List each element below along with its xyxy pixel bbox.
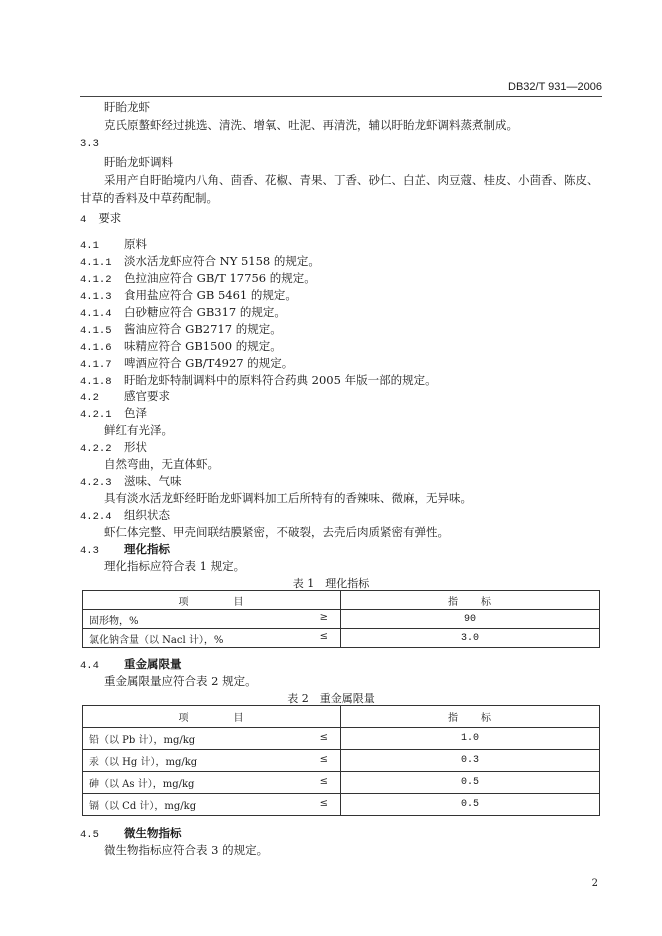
section-number: 4.3 [80, 545, 99, 557]
item-number: 4.1.2 [80, 274, 112, 286]
comparison-operator: ≤ [319, 798, 328, 809]
table-cell-item [83, 750, 341, 772]
table-cell-item [83, 794, 341, 816]
item-label: 铅（以 Pb 计），mg/kg [89, 735, 196, 746]
table-cell-item [83, 772, 341, 794]
section-3-3-line-1: 采用产自盱眙境内八角、茴香、花椒、青果、丁香、砂仁、白芷、肉豆蔻、桂皮、小茴香、陈皮、 [104, 173, 599, 187]
list-item [80, 373, 437, 390]
table-1 [82, 590, 600, 648]
term-definition: 克氏原螯虾经过挑选、清洗、增氧、吐泥、再清洗，辅以盱眙龙虾调料蒸煮制成。 [104, 118, 518, 132]
list-item [80, 288, 297, 305]
subsection-title: 形状 [124, 440, 147, 454]
item-label: 镉（以 Cd 计），mg/kg [89, 801, 197, 812]
section-number: 4.5 [80, 829, 99, 841]
subsection-heading [80, 440, 147, 457]
comparison-operator: ≤ [319, 776, 328, 787]
item-label: 氯化钠含量（以 Nacl 计），% [89, 634, 224, 646]
page-number: 2 [591, 878, 598, 889]
item-text: 酱油应符合 GB2717 的规定。 [124, 322, 282, 336]
column-header-value: 指 标 [341, 591, 600, 610]
section-4-number: 4 [80, 214, 87, 226]
list-item [80, 305, 286, 322]
section-4-1-heading [80, 237, 147, 254]
item-number: 4.1.1 [80, 257, 112, 269]
section-4-3-intro: 理化指标应符合表 1 规定。 [104, 559, 246, 573]
subsection-heading [80, 406, 147, 423]
table-cell-value: 3.0 [341, 629, 600, 648]
document-number: DB32/T 931—2006 [508, 81, 602, 93]
table-cell-value: 1.0 [341, 728, 600, 750]
section-4-5-heading [80, 826, 182, 843]
header-rule [80, 96, 602, 97]
list-item [80, 339, 282, 356]
table-row [83, 610, 600, 629]
comparison-operator: ≥ [319, 612, 328, 623]
section-title: 理化指标 [124, 542, 170, 556]
section-4-3-heading [80, 542, 170, 559]
list-item [80, 322, 282, 339]
comparison-operator: ≤ [319, 732, 328, 743]
section-3-3-number: 3.3 [80, 138, 99, 150]
table-row [83, 629, 600, 648]
table-2 [82, 705, 600, 816]
subsection-text: 鲜红有光泽。 [104, 423, 173, 437]
item-number: 4.1.7 [80, 359, 112, 371]
subsection-text: 自然弯曲，无直体虾。 [104, 457, 219, 471]
comparison-operator: ≤ [319, 631, 328, 642]
item-text: 味精应符合 GB1500 的规定。 [124, 339, 282, 353]
list-item [80, 271, 316, 288]
table-cell-value: 0.5 [341, 772, 600, 794]
column-header-value: 指 标 [341, 706, 600, 728]
item-number: 4.2.1 [80, 409, 112, 421]
item-number: 4.2.3 [80, 477, 112, 489]
section-4-4-intro: 重金属限量应符合表 2 规定。 [104, 674, 257, 688]
subsection-title: 色泽 [124, 406, 147, 420]
item-text: 盱眙龙虾特制调料中的原料符合药典 2005 年版一部的规定。 [124, 373, 437, 387]
section-4-4-heading [80, 657, 182, 674]
table-2-caption: 表 2 重金属限量 [287, 692, 375, 705]
table-row [83, 750, 600, 772]
table-header-row [83, 591, 600, 610]
subsection-text: 具有淡水活龙虾经盱眙龙虾调料加工后所特有的香辣味、微麻，无异味。 [104, 491, 472, 505]
term-title: 盱眙龙虾 [104, 100, 150, 114]
comparison-operator: ≤ [319, 754, 328, 765]
table-header-row [83, 706, 600, 728]
section-title: 原料 [124, 237, 147, 251]
table-cell-item [83, 610, 341, 629]
table-1-caption: 表 1 理化指标 [292, 577, 370, 590]
section-4-5-intro: 微生物指标应符合表 3 的规定。 [104, 843, 269, 857]
section-3-3-line-2: 甘草的香料及中草药配制。 [80, 191, 218, 205]
section-title: 微生物指标 [124, 826, 182, 840]
subsection-text: 虾仁体完整、甲壳间联结膜紧密，不破裂，去壳后肉质紧密有弹性。 [104, 525, 449, 539]
item-text: 啤酒应符合 GB/T4927 的规定。 [124, 356, 294, 370]
item-number: 4.2.2 [80, 443, 112, 455]
item-text: 白砂糖应符合 GB317 的规定。 [124, 305, 286, 319]
section-number: 4.4 [80, 660, 99, 672]
item-text: 色拉油应符合 GB/T 17756 的规定。 [124, 271, 316, 285]
section-title: 重金属限量 [124, 657, 182, 671]
subsection-title: 滋味、气味 [124, 474, 182, 488]
item-label: 汞（以 Hg 计），mg/kg [89, 757, 198, 768]
table-row [83, 728, 600, 750]
section-4-title: 要求 [98, 211, 122, 225]
item-number: 4.1.5 [80, 325, 112, 337]
item-number: 4.1.3 [80, 291, 112, 303]
subsection-title: 组织状态 [124, 508, 170, 522]
section-number: 4.1 [80, 240, 99, 252]
section-title: 感官要求 [124, 389, 170, 403]
item-label: 砷（以 As 计），mg/kg [89, 779, 195, 790]
table-row [83, 794, 600, 816]
section-4-heading [80, 211, 121, 228]
table-cell-value: 0.3 [341, 750, 600, 772]
subsection-heading [80, 474, 182, 491]
section-number: 4.2 [80, 392, 99, 404]
section-3-3-title: 盱眙龙虾调料 [104, 155, 173, 169]
table-row [83, 772, 600, 794]
table-cell-value: 90 [341, 610, 600, 629]
item-number: 4.1.8 [80, 376, 112, 388]
section-4-2-heading [80, 389, 170, 406]
item-text: 食用盐应符合 GB 5461 的规定。 [124, 288, 297, 302]
table-cell-value: 0.5 [341, 794, 600, 816]
column-header-item: 项 目 [83, 591, 341, 610]
item-number: 4.1.6 [80, 342, 112, 354]
item-number: 4.1.4 [80, 308, 112, 320]
item-label: 固形物，% [89, 615, 139, 627]
table-cell-item [83, 728, 341, 750]
table-cell-item [83, 629, 341, 648]
column-header-item: 项 目 [83, 706, 341, 728]
list-item [80, 254, 320, 271]
item-number: 4.2.4 [80, 511, 112, 523]
list-item [80, 356, 293, 373]
subsection-heading [80, 508, 170, 525]
item-text: 淡水活龙虾应符合 NY 5158 的规定。 [124, 254, 320, 268]
